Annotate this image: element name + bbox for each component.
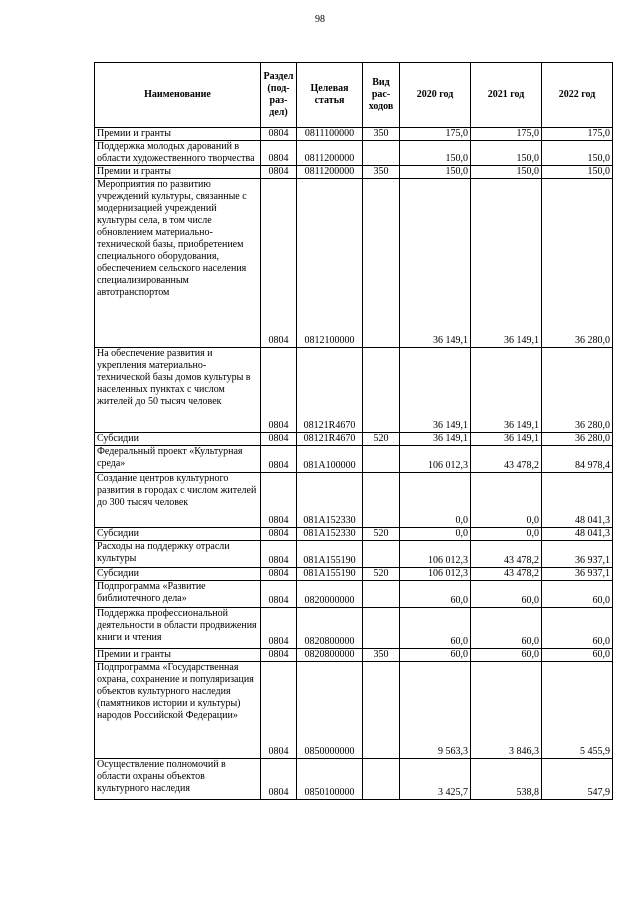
row-target: 081A152330 bbox=[297, 528, 363, 541]
header-target: Целевая статья bbox=[297, 63, 363, 128]
row-2022: 36 937,1 bbox=[542, 568, 613, 581]
row-2022: 84 978,4 bbox=[542, 446, 613, 473]
row-target: 0812100000 bbox=[297, 179, 363, 348]
row-section: 0804 bbox=[261, 649, 297, 662]
table-row bbox=[95, 179, 613, 348]
row-section: 0804 bbox=[261, 759, 297, 800]
row-name: Осуществление полномочий в области охраны объектов культурного наследия bbox=[95, 759, 261, 800]
row-2022: 60,0 bbox=[542, 608, 613, 649]
row-2021: 36 149,1 bbox=[471, 179, 542, 348]
row-target: 081A100000 bbox=[297, 446, 363, 473]
table-row bbox=[95, 348, 613, 433]
row-name: Мероприятия по развитию учреждений культуры, связанные с модернизацией учреждений культуры села, в том числе обновлением материально-технической базы, приобретением специального оборудования, обеспечением сельского населения специализированным автотранспортом bbox=[95, 179, 261, 348]
row-2020: 150,0 bbox=[400, 166, 471, 179]
row-name: Поддержка молодых дарований в области художественного творчества bbox=[95, 141, 261, 166]
row-name: Подпрограмма «Государственная охрана, сохранение и популяризация объектов культурного наследия (памятников истории и культуры) народов Российской Федерации» bbox=[95, 662, 261, 759]
row-2020: 60,0 bbox=[400, 608, 471, 649]
row-2021: 175,0 bbox=[471, 128, 542, 141]
row-section: 0804 bbox=[261, 348, 297, 433]
row-target: 0811200000 bbox=[297, 141, 363, 166]
row-section: 0804 bbox=[261, 128, 297, 141]
row-2021: 43 478,2 bbox=[471, 446, 542, 473]
row-target: 08121R4670 bbox=[297, 433, 363, 446]
row-type: 520 bbox=[363, 528, 400, 541]
row-2020: 175,0 bbox=[400, 128, 471, 141]
row-type bbox=[363, 581, 400, 608]
table-row bbox=[95, 541, 613, 568]
row-name: На обеспечение развития и укрепления материально-технической базы домов культуры в населенных пунктах с числом жителей до 50 тысяч человек bbox=[95, 348, 261, 433]
row-2021: 60,0 bbox=[471, 608, 542, 649]
row-2020: 0,0 bbox=[400, 528, 471, 541]
row-name: Премии и гранты bbox=[95, 128, 261, 141]
table-row bbox=[95, 581, 613, 608]
row-type: 520 bbox=[363, 568, 400, 581]
row-section: 0804 bbox=[261, 541, 297, 568]
table-row bbox=[95, 433, 613, 446]
row-name: Субсидии bbox=[95, 528, 261, 541]
row-2022: 60,0 bbox=[542, 581, 613, 608]
row-type bbox=[363, 473, 400, 528]
row-2020: 150,0 bbox=[400, 141, 471, 166]
row-2022: 36 280,0 bbox=[542, 433, 613, 446]
row-2021: 36 149,1 bbox=[471, 348, 542, 433]
row-2020: 3 425,7 bbox=[400, 759, 471, 800]
row-2021: 43 478,2 bbox=[471, 568, 542, 581]
row-section: 0804 bbox=[261, 433, 297, 446]
row-2022: 150,0 bbox=[542, 141, 613, 166]
row-type bbox=[363, 179, 400, 348]
row-type: 520 bbox=[363, 433, 400, 446]
row-name: Поддержка профессиональной деятельности в области продвижения книги и чтения bbox=[95, 608, 261, 649]
header-expense-type: Вид рас-ходов bbox=[363, 63, 400, 128]
row-section: 0804 bbox=[261, 608, 297, 649]
row-2022: 36 280,0 bbox=[542, 348, 613, 433]
row-section: 0804 bbox=[261, 179, 297, 348]
row-target: 0850000000 bbox=[297, 662, 363, 759]
header-2020: 2020 год bbox=[400, 63, 471, 128]
row-2022: 60,0 bbox=[542, 649, 613, 662]
row-2021: 43 478,2 bbox=[471, 541, 542, 568]
row-target: 0811200000 bbox=[297, 166, 363, 179]
row-2022: 150,0 bbox=[542, 166, 613, 179]
table-row bbox=[95, 568, 613, 581]
row-section: 0804 bbox=[261, 568, 297, 581]
row-2020: 60,0 bbox=[400, 649, 471, 662]
row-type bbox=[363, 141, 400, 166]
table-row bbox=[95, 662, 613, 759]
row-section: 0804 bbox=[261, 528, 297, 541]
header-name: Наименование bbox=[95, 63, 261, 128]
row-2022: 175,0 bbox=[542, 128, 613, 141]
row-2021: 60,0 bbox=[471, 649, 542, 662]
row-2022: 36 280,0 bbox=[542, 179, 613, 348]
row-name: Субсидии bbox=[95, 433, 261, 446]
row-2021: 538,8 bbox=[471, 759, 542, 800]
row-type bbox=[363, 608, 400, 649]
row-2020: 36 149,1 bbox=[400, 433, 471, 446]
row-2021: 0,0 bbox=[471, 473, 542, 528]
row-2022: 547,9 bbox=[542, 759, 613, 800]
row-target: 0820800000 bbox=[297, 649, 363, 662]
row-target: 0820000000 bbox=[297, 581, 363, 608]
row-section: 0804 bbox=[261, 662, 297, 759]
row-type bbox=[363, 348, 400, 433]
row-2021: 0,0 bbox=[471, 528, 542, 541]
row-section: 0804 bbox=[261, 446, 297, 473]
table-row bbox=[95, 473, 613, 528]
table-row bbox=[95, 128, 613, 141]
row-2022: 36 937,1 bbox=[542, 541, 613, 568]
table-row bbox=[95, 759, 613, 800]
row-2022: 48 041,3 bbox=[542, 473, 613, 528]
row-type: 350 bbox=[363, 166, 400, 179]
row-2020: 106 012,3 bbox=[400, 568, 471, 581]
row-2020: 36 149,1 bbox=[400, 348, 471, 433]
header-2022: 2022 год bbox=[542, 63, 613, 128]
row-section: 0804 bbox=[261, 473, 297, 528]
row-target: 081A155190 bbox=[297, 541, 363, 568]
row-name: Федеральный проект «Культурная среда» bbox=[95, 446, 261, 473]
row-type: 350 bbox=[363, 128, 400, 141]
row-type bbox=[363, 541, 400, 568]
row-2022: 48 041,3 bbox=[542, 528, 613, 541]
row-type: 350 bbox=[363, 649, 400, 662]
row-2020: 106 012,3 bbox=[400, 446, 471, 473]
row-2021: 60,0 bbox=[471, 581, 542, 608]
row-name: Подпрограмма «Развитие библиотечного дела» bbox=[95, 581, 261, 608]
row-2021: 36 149,1 bbox=[471, 433, 542, 446]
row-name: Создание центров культурного развития в городах с числом жителей до 300 тысяч человек bbox=[95, 473, 261, 528]
row-target: 0850100000 bbox=[297, 759, 363, 800]
header-2021: 2021 год bbox=[471, 63, 542, 128]
row-2020: 60,0 bbox=[400, 581, 471, 608]
row-2020: 0,0 bbox=[400, 473, 471, 528]
row-2021: 150,0 bbox=[471, 141, 542, 166]
row-target: 0811100000 bbox=[297, 128, 363, 141]
table-row bbox=[95, 608, 613, 649]
row-name: Премии и гранты bbox=[95, 166, 261, 179]
row-2020: 36 149,1 bbox=[400, 179, 471, 348]
row-type bbox=[363, 759, 400, 800]
row-section: 0804 bbox=[261, 141, 297, 166]
table-row bbox=[95, 446, 613, 473]
page-number: 98 bbox=[315, 14, 325, 25]
row-name: Расходы на поддержку отрасли культуры bbox=[95, 541, 261, 568]
table-row bbox=[95, 528, 613, 541]
row-section: 0804 bbox=[261, 581, 297, 608]
row-2020: 9 563,3 bbox=[400, 662, 471, 759]
row-name: Премии и гранты bbox=[95, 649, 261, 662]
table-row bbox=[95, 141, 613, 166]
row-target: 081A152330 bbox=[297, 473, 363, 528]
row-name: Субсидии bbox=[95, 568, 261, 581]
row-target: 0820800000 bbox=[297, 608, 363, 649]
budget-table bbox=[94, 62, 613, 800]
row-type bbox=[363, 446, 400, 473]
row-target: 081A155190 bbox=[297, 568, 363, 581]
row-2022: 5 455,9 bbox=[542, 662, 613, 759]
row-2020: 106 012,3 bbox=[400, 541, 471, 568]
row-type bbox=[363, 662, 400, 759]
row-section: 0804 bbox=[261, 166, 297, 179]
row-2021: 3 846,3 bbox=[471, 662, 542, 759]
header-row bbox=[95, 63, 613, 128]
header-section: Раздел (под-раз-дел) bbox=[261, 63, 297, 128]
table-row bbox=[95, 649, 613, 662]
row-2021: 150,0 bbox=[471, 166, 542, 179]
table-row bbox=[95, 166, 613, 179]
row-target: 08121R4670 bbox=[297, 348, 363, 433]
